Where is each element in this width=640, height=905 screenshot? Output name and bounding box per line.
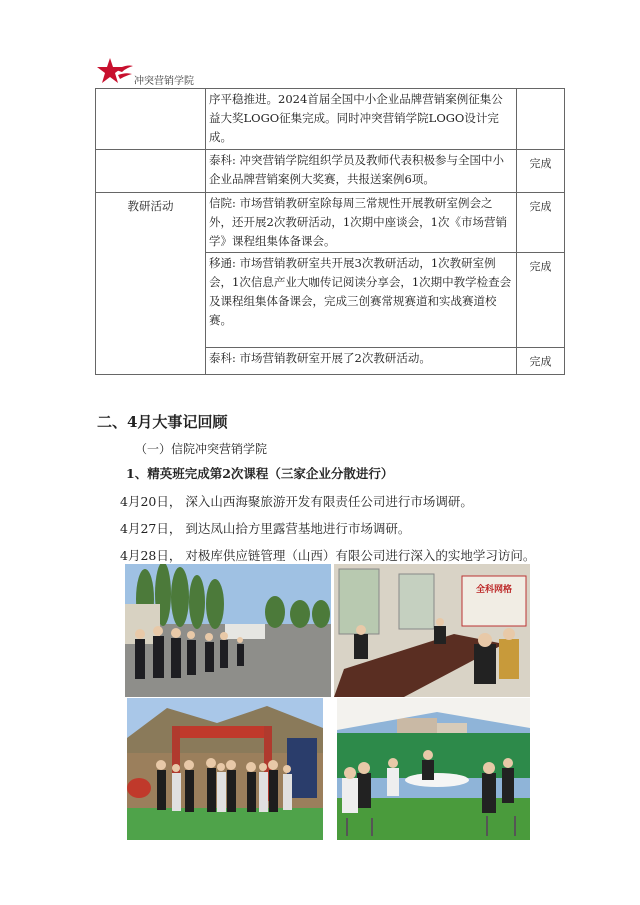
paragraph: 4月27日， 到达凤山拾方里露营基地进行市场调研。	[120, 521, 411, 536]
content-cell: 泰科: 市场营销教研室开展了2次教研活动。	[206, 348, 517, 375]
status-cell: 完成	[517, 193, 565, 253]
status-cell: 完成	[517, 348, 565, 375]
item-title: 1、精英班完成第2次课程（三家企业分散进行）	[126, 466, 394, 481]
section-subtitle: （一）信院冲突营销学院	[135, 442, 268, 456]
org-name: 冲突营销学院	[134, 76, 194, 87]
unit-label: 移通:	[209, 256, 236, 270]
section-title: 二、4月大事记回顾	[97, 413, 228, 431]
table-row	[96, 193, 565, 253]
status-cell	[517, 89, 565, 150]
status-cell: 完成	[517, 253, 565, 348]
category-cell	[96, 89, 206, 150]
table-row	[96, 150, 565, 193]
unit-label: 泰科:	[209, 153, 236, 167]
photo-tent-discussion	[337, 698, 530, 840]
unit-label: 泰科:	[209, 351, 236, 365]
logo-star-icon	[96, 56, 134, 86]
category-cell	[96, 150, 206, 193]
photo-campground-gate	[127, 698, 323, 840]
content-cell: 移通: 市场营销教研室共开展3次教研活动，1次教研室例会，1次信息产业大咖传记阅读分享会，1次期中教学检查会及课程组集体备课会，完成三创赛常规赛道和实战赛道校赛。	[206, 253, 517, 348]
paragraph: 4月20日， 深入山西海聚旅游开发有限责任公司进行市场调研。	[120, 494, 473, 509]
page-header	[96, 56, 236, 86]
paragraph: 4月28日， 对极库供应链管理（山西）有限公司进行深入的实地学习访问。	[120, 548, 536, 563]
content-cell: 信院: 市场营销教研室除每周三常规性开展教研室例会之外，还开展2次教研活动，1次期中座谈会，1次《市场营销学》课程组集体备课会。	[206, 193, 517, 253]
table-row	[96, 89, 565, 150]
content-cell: 泰科: 冲突营销学院组织学员及教师代表积极参与全国中小企业品牌营销案例大奖赛，共报送案例6项。	[206, 150, 517, 193]
unit-label: 信院:	[209, 196, 236, 210]
activity-table	[95, 88, 565, 375]
content-cell: 序平稳推进。2024首届全国中小企业品牌营销案例征集公益大奖LOGO征集完成。同时冲突营销学院LOGO设计完成。	[206, 89, 517, 150]
category-cell: 教研活动	[96, 193, 206, 375]
photo-meeting-room	[334, 564, 530, 697]
photo-outdoor-group	[125, 564, 331, 697]
banner-text: 全科网格	[475, 585, 513, 595]
status-cell: 完成	[517, 150, 565, 193]
